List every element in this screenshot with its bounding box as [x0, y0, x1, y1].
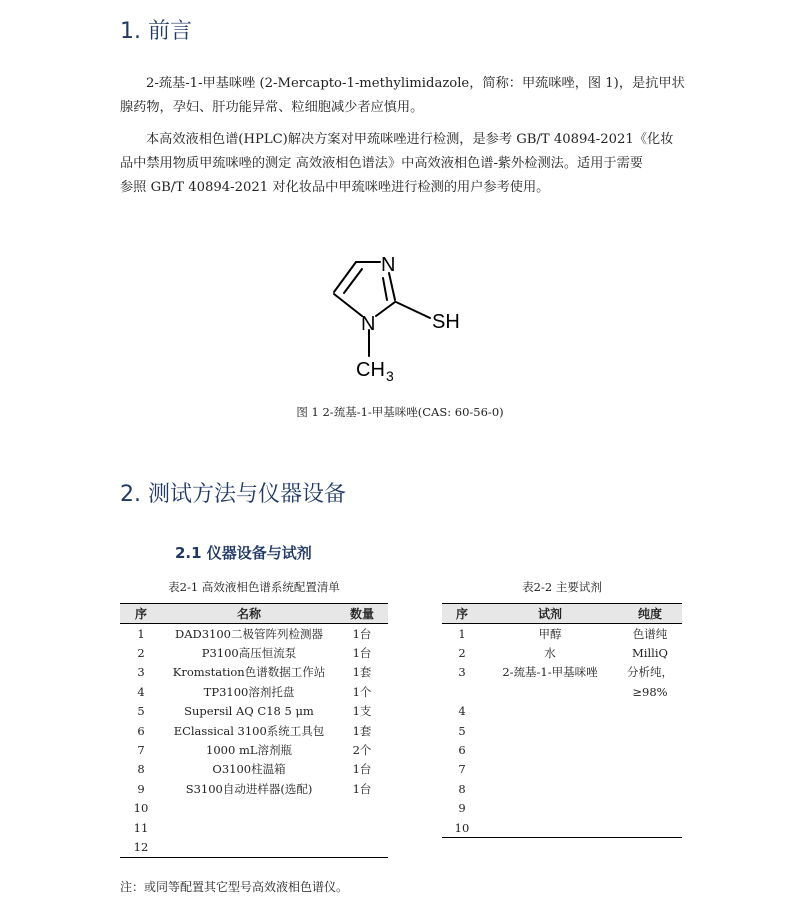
cell-index: 3	[137, 665, 145, 680]
equipment-table	[120, 603, 388, 858]
cell-index: 11	[133, 820, 149, 835]
table-row	[120, 624, 388, 644]
cell-reagent: 水	[544, 646, 556, 661]
text-line: 参照 GB/T 40894-2021 对化妆品中甲巯咪唑进行检测的用户参考使用。	[120, 180, 550, 195]
cell-name: DAD3100二极管阵列检测器	[174, 626, 323, 641]
cell-name: P3100高压恒流泵	[201, 646, 297, 661]
cell-name	[162, 837, 336, 857]
atom-methyl: CH	[356, 359, 385, 381]
cell-reagent	[482, 702, 618, 721]
cell-name: EClassical 3100系统工具包	[173, 723, 325, 738]
table-row	[120, 721, 388, 740]
cell-quantity: 1套	[352, 723, 372, 738]
cell-name	[162, 799, 336, 818]
header-reagent: 试剂	[482, 604, 618, 624]
cell-index: 5	[137, 704, 145, 719]
table-row	[442, 643, 682, 662]
cell-purity	[618, 702, 682, 721]
cell-reagent: 甲醇	[538, 626, 562, 641]
cell-index: 8	[458, 781, 466, 796]
cell-quantity: 1台	[352, 781, 372, 796]
intro-paragraph-1	[120, 72, 700, 120]
table-row	[442, 702, 682, 721]
cell-reagent	[482, 740, 618, 759]
table-row	[442, 740, 682, 759]
cell-name: 1000 mL溶剂瓶	[206, 743, 292, 758]
header-name: 名称	[162, 604, 336, 624]
table-row	[442, 682, 682, 701]
atom-sh: SH	[432, 311, 460, 333]
subsection-title: 2.1 仪器设备与试剂	[175, 544, 312, 562]
cell-reagent	[482, 760, 618, 779]
cell-index: 9	[458, 801, 466, 816]
cell-purity	[618, 760, 682, 779]
cell-purity	[618, 740, 682, 759]
cell-purity: MilliQ	[632, 646, 668, 661]
bond-c2-n3	[389, 273, 395, 300]
bond-c5-n1	[334, 294, 362, 316]
table-row	[442, 818, 682, 838]
cell-index: 10	[133, 801, 149, 816]
table-row	[442, 721, 682, 740]
table-row	[120, 643, 388, 662]
header-index: 序	[442, 604, 482, 624]
cell-reagent: 2-巯基-1-甲基咪唑	[502, 665, 598, 680]
table-row	[120, 663, 388, 682]
cell-quantity	[336, 818, 388, 837]
atom-n3: N	[381, 254, 396, 276]
cell-purity	[618, 818, 682, 838]
cell-quantity: 1个	[352, 684, 372, 699]
header-quantity: 数量	[336, 604, 388, 624]
table-row	[120, 818, 388, 837]
table-row	[442, 760, 682, 779]
cell-quantity	[336, 837, 388, 857]
cell-quantity: 1套	[352, 665, 372, 680]
cell-purity	[618, 721, 682, 740]
cell-name: Supersil AQ C18 5 μm	[184, 704, 314, 719]
table-row	[120, 682, 388, 701]
cell-quantity	[336, 799, 388, 818]
cell-reagent	[482, 779, 618, 798]
table-row	[120, 779, 388, 798]
cell-purity: 分析纯，	[627, 665, 673, 680]
text-line: 本高效液相色谱(HPLC)解决方案对甲巯咪唑进行检测，是参考 GB/T 40894-2021《化妆	[146, 132, 674, 147]
cell-index: 8	[137, 762, 145, 777]
cell-index: 9	[137, 781, 145, 796]
atom-methyl-subscript: 3	[386, 368, 394, 382]
cell-name: O3100柱温箱	[212, 762, 286, 777]
cell-index: 7	[137, 743, 145, 758]
table-row	[120, 799, 388, 818]
table1-caption: 表2-1 高效液相色谱系统配置清单	[168, 580, 340, 594]
cell-index: 1	[137, 626, 145, 641]
cell-purity	[618, 779, 682, 798]
cell-quantity: 1台	[352, 646, 372, 661]
section1-title: 1. 前言	[120, 19, 192, 44]
molecule-structure	[320, 242, 500, 382]
table-row	[442, 779, 682, 798]
cell-index: 5	[458, 723, 466, 738]
table2-caption: 表2-2 主要试剂	[522, 580, 602, 594]
cell-index: 10	[442, 818, 482, 838]
cell-index: 2	[137, 646, 145, 661]
table-row	[442, 663, 682, 682]
figure-caption: 图 1 2-巯基-1-甲基咪唑(CAS: 60-56-0)	[296, 405, 504, 419]
table-row	[442, 799, 682, 818]
table-row	[120, 702, 388, 721]
section2-title: 2. 测试方法与仪器设备	[120, 482, 346, 507]
cell-name: Kromstation色谱数据工作站	[172, 665, 326, 680]
cell-purity: ≥98%	[632, 684, 668, 699]
cell-reagent	[482, 721, 618, 740]
footnote: 注：或同等配置其它型号高效液相色谱仪。	[120, 880, 349, 894]
cell-name: S3100自动进样器(选配)	[185, 781, 313, 796]
cell-index: 3	[458, 665, 466, 680]
atom-n1: N	[361, 313, 376, 335]
cell-name	[162, 818, 336, 837]
reagent-table	[442, 603, 682, 838]
cell-reagent	[482, 818, 618, 838]
cell-index: 12	[120, 837, 162, 857]
table-row	[120, 837, 388, 857]
cell-reagent	[482, 799, 618, 818]
cell-index: 6	[458, 743, 466, 758]
bond-c4-c5-double	[344, 269, 362, 293]
cell-quantity: 2个	[352, 743, 372, 758]
cell-purity: 色谱纯	[632, 626, 668, 641]
cell-index: 4	[137, 684, 145, 699]
cell-reagent	[482, 682, 618, 701]
table-row	[120, 740, 388, 759]
cell-index: 2	[458, 646, 466, 661]
table-row	[442, 624, 682, 644]
text-line: 腺药物，孕妇、肝功能异常、粒细胞减少者应慎用。	[120, 100, 424, 115]
cell-index: 4	[458, 704, 466, 719]
bond-c4-c5	[334, 262, 356, 292]
header-purity: 纯度	[618, 604, 682, 624]
cell-index: 6	[137, 723, 145, 738]
bond-c2-n3-double	[383, 278, 387, 300]
table-header-row	[120, 604, 388, 624]
cell-name: TP3100溶剂托盘	[203, 684, 295, 699]
cell-quantity: 1台	[352, 762, 372, 777]
bond-n1-c2	[376, 302, 395, 316]
cell-quantity: 1支	[352, 704, 372, 719]
cell-index	[442, 682, 482, 701]
cell-purity	[618, 799, 682, 818]
cell-index: 7	[458, 762, 466, 777]
table-header-row	[442, 604, 682, 624]
cell-index: 1	[458, 626, 466, 641]
text-line: 2-巯基-1-甲基咪唑 (2-Mercapto-1-methylimidazole，简称：甲巯咪唑，图 1)，是抗甲状	[146, 76, 685, 91]
intro-paragraph-2	[120, 128, 700, 200]
header-index: 序	[120, 604, 162, 624]
table-row	[120, 760, 388, 779]
cell-quantity: 1台	[352, 626, 372, 641]
text-line: 品中禁用物质甲巯咪唑的测定 高效液相色谱法》中高效液相色谱-紫外检测法。适用于需要	[120, 156, 643, 171]
bond-c2-s	[396, 302, 430, 318]
